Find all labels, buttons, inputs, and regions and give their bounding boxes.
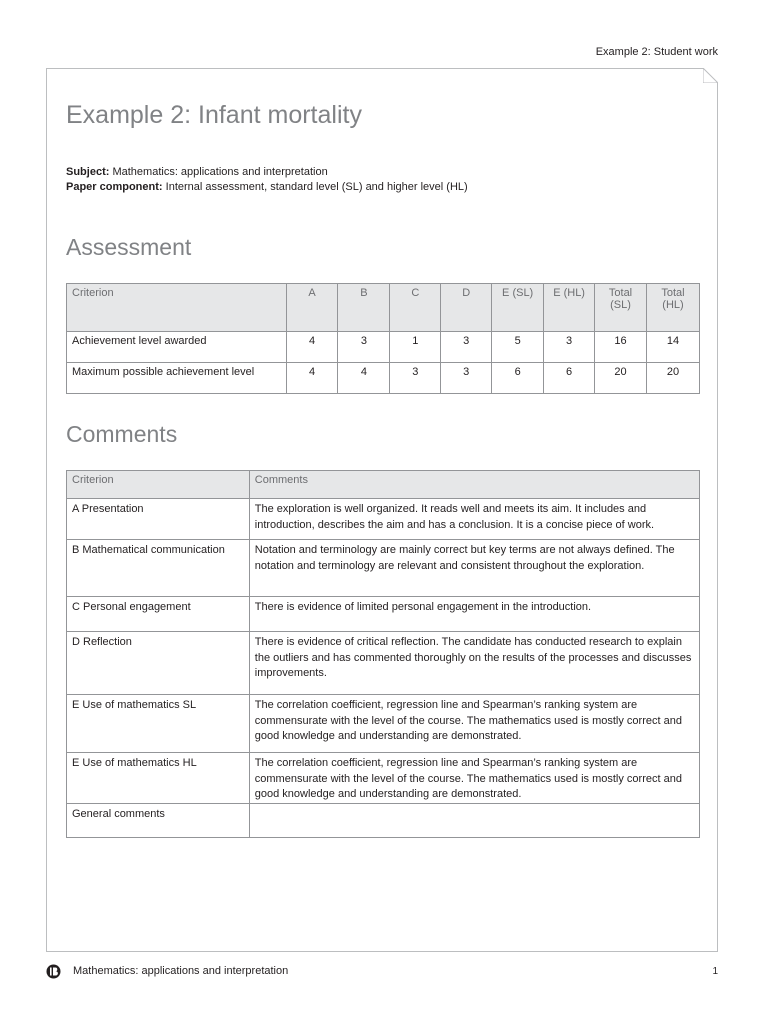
score-cell: 6 <box>492 363 544 394</box>
header-cell: B <box>338 284 390 332</box>
component-value: Internal assessment, standard level (SL) and higher level (HL) <box>165 181 468 193</box>
score-cell: 4 <box>338 363 390 394</box>
comment-cell: There is evidence of limited personal engagement in the introduction. <box>249 597 699 632</box>
header-cell: E (SL) <box>492 284 544 332</box>
document-meta <box>66 165 468 195</box>
assessment-heading: Assessment <box>66 234 192 260</box>
table-row <box>67 803 700 837</box>
criterion-cell: E Use of mathematics SL <box>67 695 250 753</box>
criterion-cell: C Personal engagement <box>67 597 250 632</box>
criterion-cell: General comments <box>67 803 250 837</box>
score-cell: 4 <box>286 363 338 394</box>
header-cell: D <box>441 284 492 332</box>
ib-logo-icon <box>46 964 61 979</box>
subject-value: Mathematics: applications and interpretation <box>112 166 328 178</box>
score-cell: 3 <box>390 363 441 394</box>
criterion-cell: B Mathematical communication <box>67 540 250 597</box>
component-line <box>66 180 468 195</box>
criterion-cell: A Presentation <box>67 499 250 540</box>
header-cell: C <box>390 284 441 332</box>
running-header: Example 2: Student work <box>595 46 718 58</box>
page-title: Example 2: Infant mortality <box>66 101 362 129</box>
table-row <box>67 363 700 394</box>
page-number: 1 <box>712 965 718 977</box>
header-cell: Criterion <box>67 471 250 499</box>
comment-cell: There is evidence of critical reflection. The candidate has conducted research to explain the outliers and has commented thoroughly on the results of the processes and discusses improvements. <box>249 632 699 695</box>
page-fold-corner <box>703 68 718 83</box>
header-cell: A <box>286 284 338 332</box>
footer-text: Mathematics: applications and interpretation <box>73 965 289 977</box>
score-cell: 20 <box>595 363 647 394</box>
header-cell: Total (SL) <box>595 284 647 332</box>
score-cell: 3 <box>544 332 595 363</box>
table-row <box>67 695 700 753</box>
subject-line <box>66 165 468 180</box>
comment-cell: The correlation coefficient, regression line and Spearman’s ranking system are commensurate with the level of the course. The mathematics used is mostly correct and good knowledge and understanding are demonstrated. <box>249 695 699 753</box>
header-cell: Criterion <box>67 284 287 332</box>
table-header-row <box>67 471 700 499</box>
comments-heading: Comments <box>66 421 178 447</box>
table-row <box>67 597 700 632</box>
table-row <box>67 540 700 597</box>
score-cell: 6 <box>544 363 595 394</box>
table-row <box>67 499 700 540</box>
header-cell: E (HL) <box>544 284 595 332</box>
table-row <box>67 332 700 363</box>
header-cell: Comments <box>249 471 699 499</box>
score-cell: 3 <box>441 332 492 363</box>
table-row <box>67 753 700 804</box>
row-label: Maximum possible achievement level <box>67 363 287 394</box>
criterion-cell: E Use of mathematics HL <box>67 753 250 804</box>
criterion-cell: D Reflection <box>67 632 250 695</box>
score-cell: 3 <box>338 332 390 363</box>
comment-cell <box>249 803 699 837</box>
score-cell: 20 <box>646 363 699 394</box>
score-cell: 1 <box>390 332 441 363</box>
comment-cell: The correlation coefficient, regression line and Spearman’s ranking system are commensurate with the level of the course. The mathematics used is mostly correct and good knowledge and understanding are demonstrated. <box>249 753 699 804</box>
score-cell: 14 <box>646 332 699 363</box>
score-cell: 3 <box>441 363 492 394</box>
score-cell: 16 <box>595 332 647 363</box>
row-label: Achievement level awarded <box>67 332 287 363</box>
score-cell: 5 <box>492 332 544 363</box>
comments-table <box>66 470 700 838</box>
comment-cell: The exploration is well organized. It reads well and meets its aim. It includes and introduction, describes the aim and has a conclusion. It is a concise piece of work. <box>249 499 699 540</box>
assessment-table <box>66 283 700 394</box>
score-cell: 4 <box>286 332 338 363</box>
component-label: Paper component: <box>66 181 163 193</box>
header-cell: Total (HL) <box>646 284 699 332</box>
table-header-row <box>67 284 700 332</box>
table-row <box>67 632 700 695</box>
subject-label: Subject: <box>66 166 110 178</box>
comment-cell: Notation and terminology are mainly correct but key terms are not always defined. The notation and terminology are relevant and consistent throughout the exploration. <box>249 540 699 597</box>
page-footer <box>46 962 718 980</box>
document-frame <box>46 68 718 952</box>
